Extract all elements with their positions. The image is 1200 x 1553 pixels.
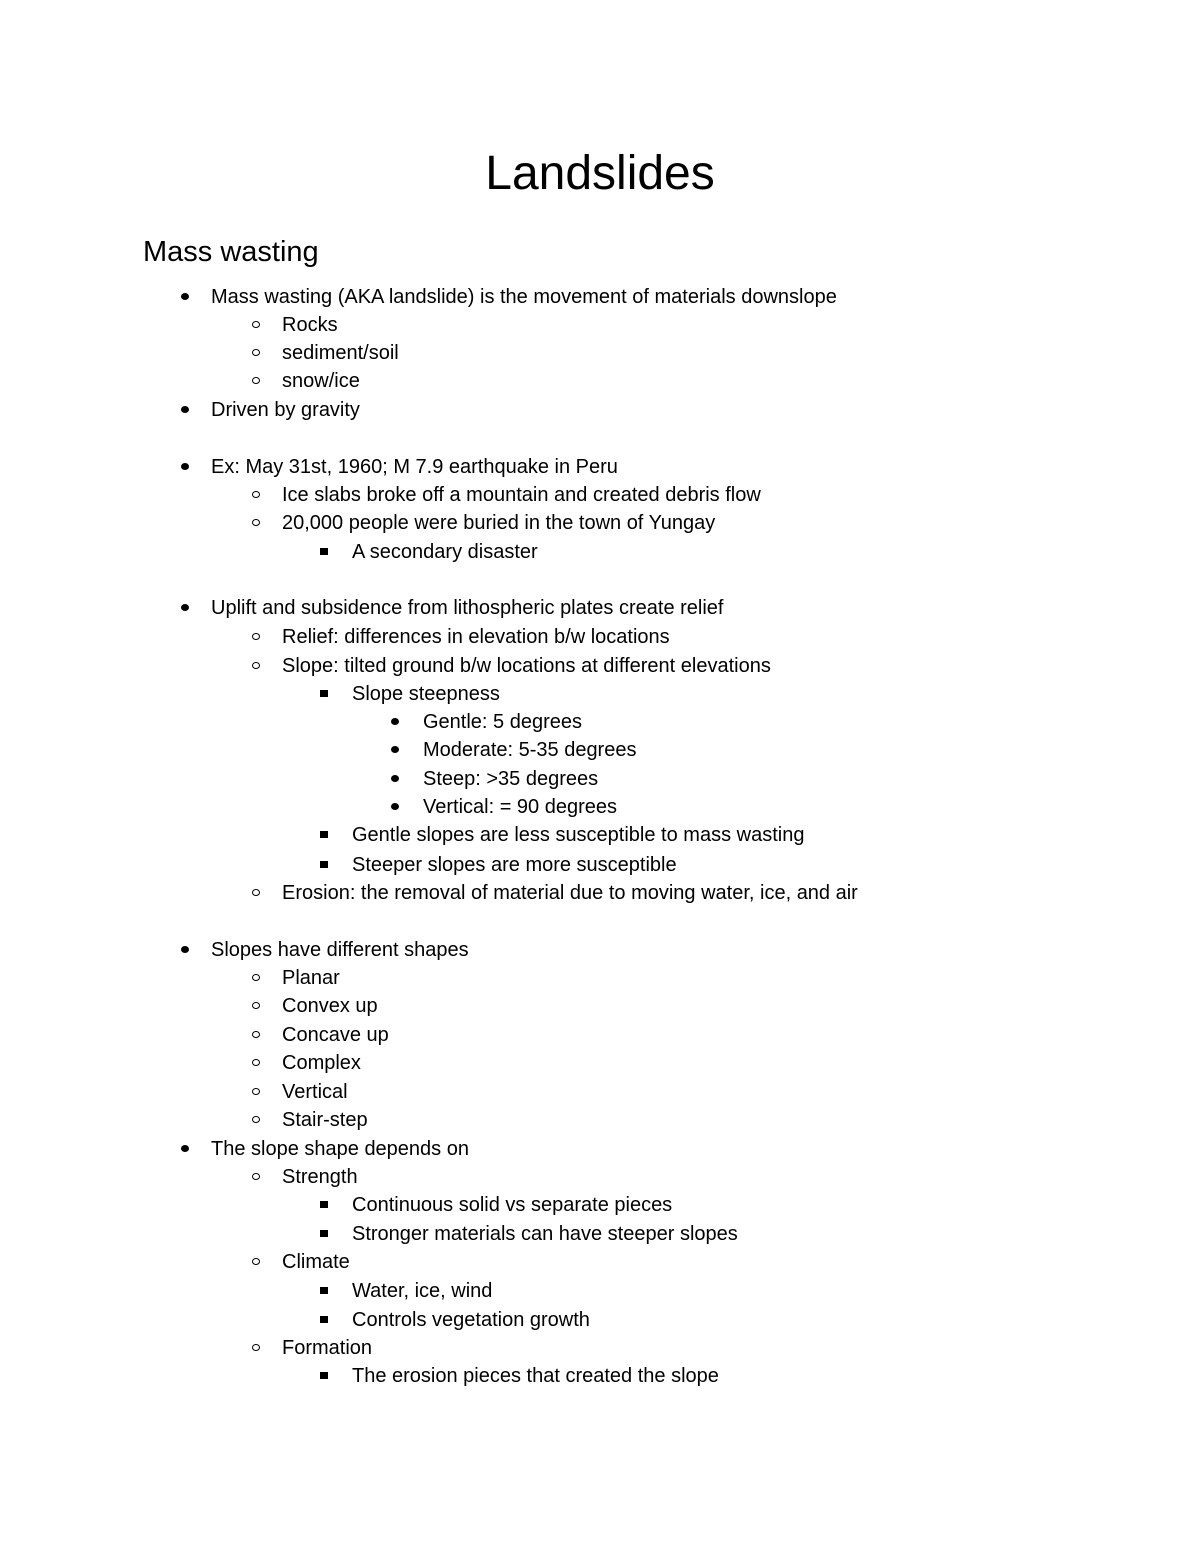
circle-bullet-icon	[250, 879, 270, 907]
list-item-text: Convex up	[282, 995, 378, 1017]
circle-bullet-icon	[250, 992, 270, 1020]
circle-bullet-icon	[250, 1163, 270, 1191]
list-item-text: Vertical: = 90 degrees	[423, 796, 618, 818]
list-item-text: Driven by gravity	[211, 399, 360, 421]
page-title: Landslides	[485, 147, 715, 200]
list-item-text: Vertical	[282, 1081, 348, 1103]
list-item-text: Steep: >35 degrees	[423, 768, 599, 790]
disc-bullet-icon	[178, 936, 198, 964]
list-item-text: 20,000 people were buried in the town of Yungay	[282, 512, 716, 534]
circle-bullet-icon	[250, 964, 270, 992]
list-item-text: Moderate: 5-35 degrees	[423, 739, 637, 761]
list-item-text: Uplift and subsidence from lithospheric plates create relief	[211, 597, 724, 619]
list-item-text: Slopes have different shapes	[211, 939, 469, 961]
list-item-text: sediment/soil	[282, 342, 399, 364]
circle-bullet-icon	[250, 481, 270, 509]
circle-bullet-icon	[250, 652, 270, 680]
circle-bullet-icon	[250, 1078, 270, 1106]
list-item-text: Planar	[282, 967, 340, 989]
circle-bullet-icon	[250, 1248, 270, 1276]
list-item-text: snow/ice	[282, 370, 360, 392]
circle-bullet-icon	[250, 311, 270, 339]
list-item-text: Climate	[282, 1251, 350, 1273]
list-item-text: Strength	[282, 1166, 358, 1188]
list-item-text: Controls vegetation growth	[352, 1309, 590, 1331]
list-item-text: Formation	[282, 1337, 373, 1359]
square-bullet-icon	[317, 821, 337, 849]
square-bullet-icon	[317, 680, 337, 708]
square-bullet-icon	[317, 1306, 337, 1334]
circle-bullet-icon	[250, 1021, 270, 1049]
circle-bullet-icon	[250, 509, 270, 537]
list-item-text: Stronger materials can have steeper slopes	[352, 1223, 738, 1245]
square-bullet-icon	[317, 1362, 337, 1390]
disc-bullet-icon	[388, 765, 408, 793]
list-item-text: The erosion pieces that created the slope	[352, 1365, 719, 1387]
disc-bullet-icon	[178, 453, 198, 481]
disc-bullet-icon	[388, 736, 408, 764]
disc-bullet-icon	[178, 594, 198, 622]
list-item-text: Mass wasting (AKA landslide) is the movement of materials downslope	[211, 286, 837, 308]
list-item-text: Ex: May 31st, 1960; M 7.9 earthquake in Peru	[211, 456, 618, 478]
list-item-text: Erosion: the removal of material due to moving water, ice, and air	[282, 882, 858, 904]
circle-bullet-icon	[250, 339, 270, 367]
list-item-text: Slope steepness	[352, 683, 500, 705]
disc-bullet-icon	[388, 708, 408, 736]
disc-bullet-icon	[178, 283, 198, 311]
section-heading: Mass wasting	[143, 236, 319, 268]
list-item-text: Water, ice, wind	[352, 1280, 493, 1302]
list-item-text: Complex	[282, 1052, 361, 1074]
square-bullet-icon	[317, 851, 337, 879]
list-item-text: Gentle slopes are less susceptible to mass wasting	[352, 824, 805, 846]
circle-bullet-icon	[250, 1049, 270, 1077]
list-item-text: Concave up	[282, 1024, 389, 1046]
square-bullet-icon	[317, 1220, 337, 1248]
list-item-text: The slope shape depends on	[211, 1138, 469, 1160]
disc-bullet-icon	[178, 1135, 198, 1163]
disc-bullet-icon	[178, 396, 198, 424]
list-item-text: Stair-step	[282, 1109, 368, 1131]
list-item-text: Ice slabs broke off a mountain and created debris flow	[282, 484, 761, 506]
square-bullet-icon	[317, 538, 337, 566]
list-item-text: Rocks	[282, 314, 338, 336]
square-bullet-icon	[317, 1191, 337, 1219]
circle-bullet-icon	[250, 623, 270, 651]
circle-bullet-icon	[250, 1334, 270, 1362]
list-item-text: Gentle: 5 degrees	[423, 711, 582, 733]
circle-bullet-icon	[250, 367, 270, 395]
list-item-text: Continuous solid vs separate pieces	[352, 1194, 673, 1216]
list-item-text: A secondary disaster	[352, 541, 538, 563]
list-item-text: Steeper slopes are more susceptible	[352, 854, 677, 876]
square-bullet-icon	[317, 1277, 337, 1305]
list-item-text: Slope: tilted ground b/w locations at different elevations	[282, 655, 771, 677]
circle-bullet-icon	[250, 1106, 270, 1134]
list-item-text: Relief: differences in elevation b/w locations	[282, 626, 670, 648]
disc-bullet-icon	[388, 793, 408, 821]
